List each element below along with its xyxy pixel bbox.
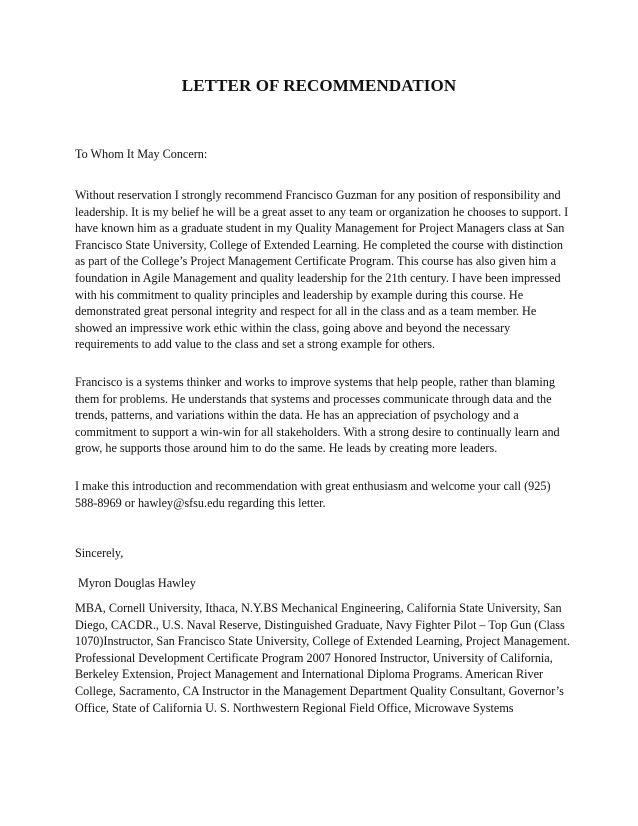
body-paragraph-1: Without reservation I strongly recommend Francisco Guzman for any position of responsibility and leadership. It is my belief he will be a great asset to any team or organization he chooses to support. I have known him as a graduate student in my Quality Management for Project Managers class at San Francisco State University, College of Extended Learning. He completed the course with distinction as part of the College’s Project Management Certificate Program. This course has also given him a foundation in Agile Management and quality leadership for the 21th century. I have been impressed with his commitment to quality principles and leadership by example during this course. He demonstrated great personal integrity and respect for all in the class and as a team member. He showed an impressive work ethic within the class, going above and beyond the necessary requirements to add value to the class and set a strong example for others. xyxy=(75,188,569,352)
signature-name: Myron Douglas Hawley xyxy=(78,576,196,590)
body-paragraph-3: I make this introduction and recommendation with great enthusiasm and welcome your call (925) 588-8969 or hawley@sfsu.edu regarding this letter. xyxy=(75,479,551,510)
salutation: To Whom It May Concern: xyxy=(75,147,208,161)
signer-credentials: MBA, Cornell University, Ithaca, N.Y.BS Mechanical Engineering, California State University, San Diego, CACDR., U.S. Naval Reserve, Distinguished Graduate, Navy Fighter Pilot – Top Gun (Class 1070)Instructor, San Francisco State University, College of Extended Learning, Project Management. Professional Development Certificate Program 2007 Honored Instructor, University of California, Berkeley Extension, Project Management and International Diploma Programs. American River College, Sacramento, CA Instructor in the Management Department Quality Consultant, Governor’s Office, State of California U. S. Northwestern Regional Field Office, Microwave Systems xyxy=(75,601,570,715)
letter-title: LETTER OF RECOMMENDATION xyxy=(181,76,457,95)
body-paragraph-2: Francisco is a systems thinker and works to improve systems that help people, rather than blaming them for problems. He understands that systems and processes communicate through data and the trends, patterns, and variations within the data. He has an appreciation of psychology and a commitment to support a win-win for all stakeholders. With a strong desire to continually learn and grow, he supports those around him to do the same. He leads by creating more leaders. xyxy=(75,375,560,456)
closing: Sincerely, xyxy=(75,546,124,560)
